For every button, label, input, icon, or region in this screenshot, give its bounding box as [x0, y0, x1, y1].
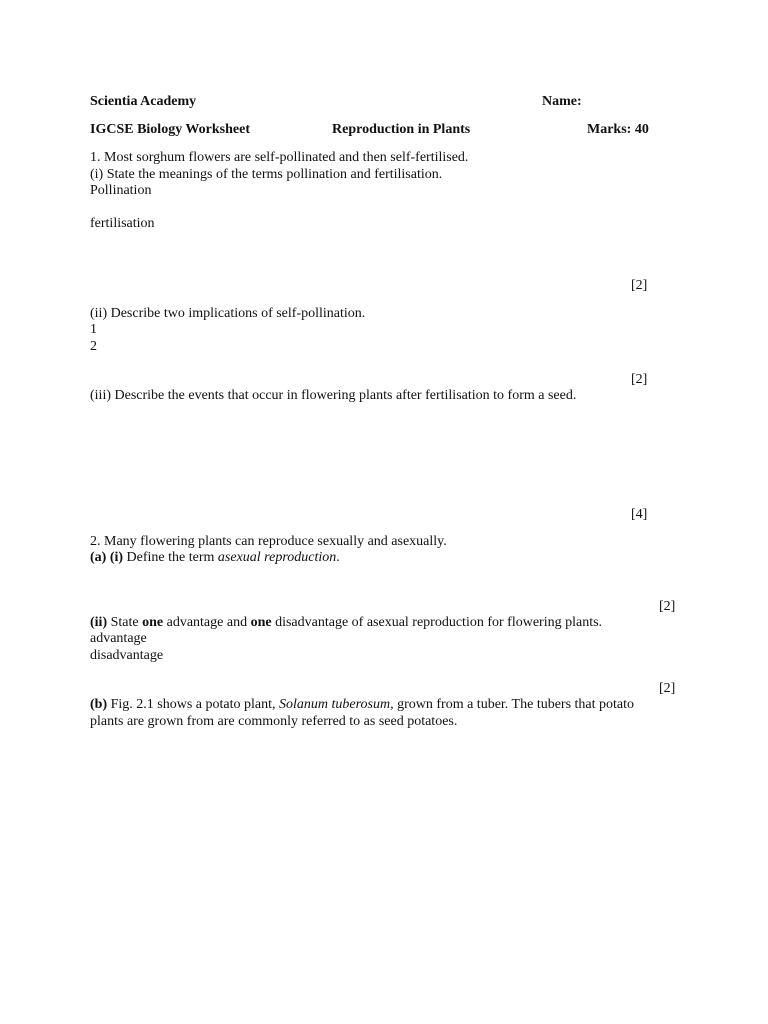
total-marks: Marks: 40 — [587, 122, 649, 137]
q1-intro: 1. Most sorghum flowers are self-pollinated and then self-fertilised. — [90, 150, 469, 165]
q2-b-text-2: grown from a tuber. The tubers that potato — [393, 697, 635, 712]
q1-marks-i: [2] — [631, 278, 648, 293]
q2-aii-label: (ii) — [90, 615, 108, 630]
q1-term-pollination: Pollination — [90, 183, 152, 198]
q2-intro: 2. Many flowering plants can reproduce sexually and asexually. — [90, 534, 447, 549]
q2-marks-a-ii: [2] — [659, 681, 676, 696]
worksheet-title: IGCSE Biology Worksheet — [90, 122, 250, 137]
q1-item-2: 2 — [90, 339, 97, 354]
q2-aii-one-2: one — [250, 615, 272, 630]
q2-aii-text-2: advantage and — [163, 615, 251, 630]
school-name: Scientia Academy — [90, 94, 197, 109]
q1-marks-ii: [2] — [631, 372, 648, 387]
q2-aii-text-1: State — [107, 615, 143, 630]
q1-part-i: (i) State the meanings of the terms pollination and fertilisation. — [90, 167, 443, 182]
q2-part-a-ii — [90, 614, 602, 631]
name-label: Name: — [542, 94, 582, 109]
q2-a-end: . — [336, 550, 340, 565]
q2-part-a-i — [90, 549, 340, 566]
q2-b-label: (b) — [90, 697, 108, 712]
q2-marks-a-i: [2] — [659, 599, 676, 614]
q2-a-term: asexual reproduction — [217, 550, 337, 565]
q1-term-fertilisation: fertilisation — [90, 216, 155, 231]
q2-aii-one-1: one — [142, 615, 164, 630]
q2-a-label: (a) (i) — [90, 550, 124, 565]
q1-item-1: 1 — [90, 322, 97, 337]
q2-part-b — [90, 696, 634, 713]
q1-part-ii: (ii) Describe two implications of self-pollination. — [90, 306, 366, 321]
q1-marks-iii: [4] — [631, 507, 648, 522]
q1-part-iii: (iii) Describe the events that occur in flowering plants after fertilisation to form a seed. — [90, 388, 577, 403]
q2-b-text-1: Fig. 2.1 shows a potato plant, — [107, 697, 280, 712]
q2-b-species: Solanum tuberosum, — [279, 697, 394, 712]
q2-a-text: Define the term — [123, 550, 218, 565]
q2-advantage: advantage — [90, 631, 147, 646]
q2-part-b-line-2: plants are grown from are commonly referred to as seed potatoes. — [90, 714, 458, 729]
q2-aii-text-3: disadvantage of asexual reproduction for flowering plants. — [271, 615, 603, 630]
q2-disadvantage: disadvantage — [90, 648, 164, 663]
topic-title: Reproduction in Plants — [332, 122, 471, 137]
